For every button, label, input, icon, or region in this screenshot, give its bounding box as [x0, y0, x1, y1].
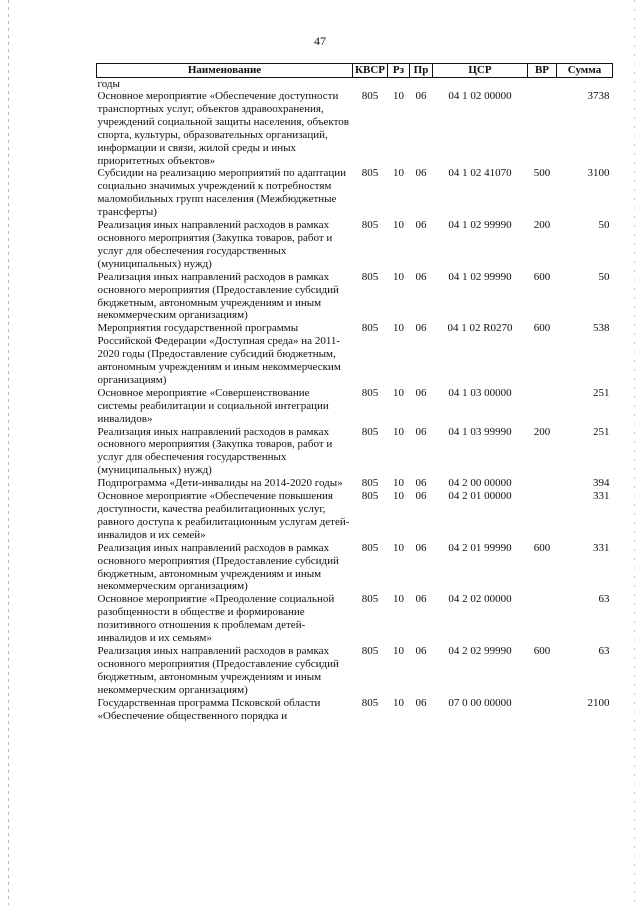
- row-kvsr: 805: [361, 644, 379, 657]
- row-sum: 63: [598, 644, 610, 657]
- row-csr: 04 1 02 99990: [448, 219, 512, 232]
- header-rz: Рз: [388, 64, 410, 78]
- row-name: Государственная программа Псковской области «Обеспечение общественного порядка и: [97, 696, 321, 722]
- row-kvsr: 805: [361, 490, 379, 503]
- row-csr: 04 2 01 00000: [448, 490, 512, 503]
- row-vr: [528, 477, 557, 490]
- header-pr: Пр: [410, 64, 433, 78]
- row-vr: 600: [533, 322, 551, 335]
- row-rz: 10: [393, 541, 404, 554]
- table-row: [97, 593, 613, 645]
- row-name: Реализация иных направлений расходов в рамках основного мероприятия (Предоставление субсидий бюджетным, автономным учреждениям и иным некоммерческим организациям): [97, 644, 339, 696]
- table-row: [97, 542, 613, 594]
- row-csr: 04 2 01 99990: [448, 541, 512, 554]
- row-kvsr: 805: [361, 167, 379, 180]
- table-header-row: [97, 64, 613, 78]
- row-csr: 07 0 00 00000: [448, 696, 512, 709]
- row-sum: 3738: [587, 90, 610, 102]
- row-csr: 04 1 03 99990: [448, 425, 512, 438]
- row-name: Подпрограмма «Дети-инвалиды на 2014-2020 годы»: [97, 477, 343, 490]
- row-name: Основное мероприятие «Обеспечение повышения доступности, качества реабилитационных услуг, равного доступа к реабилитационным услугам детей-инвалидов и их семей»: [97, 490, 350, 541]
- row-sum: 394: [593, 477, 610, 490]
- table-row: [97, 490, 613, 542]
- row-name: Основное мероприятие «Совершенствование системы реабилитации и социальной интеграции инвалидов»: [97, 386, 329, 425]
- row-vr: 600: [533, 541, 551, 554]
- row-pr: 06: [415, 696, 427, 709]
- table-row: [97, 271, 613, 323]
- row-kvsr: 805: [361, 477, 379, 490]
- row-sum: 331: [593, 541, 610, 554]
- row-csr: 04 1 03 00000: [448, 386, 512, 399]
- row-rz: 10: [393, 425, 404, 438]
- scan-edge-left: [8, 0, 9, 905]
- row-name: Реализация иных направлений расходов в рамках основного мероприятия (Предоставление субсидий бюджетным, автономным учреждениям и иным некоммерческим организациям): [97, 541, 339, 593]
- scan-edge-right: [634, 0, 635, 905]
- header-sum: Сумма: [557, 64, 613, 78]
- row-pr: 06: [415, 322, 427, 335]
- row-rz: 10: [393, 270, 404, 283]
- row-rz: 10: [393, 90, 404, 102]
- row-csr: 04 2 00 00000: [448, 477, 512, 490]
- row-pr: 06: [415, 541, 427, 554]
- row-kvsr: 805: [361, 425, 379, 438]
- header-name: Наименование: [97, 64, 353, 78]
- table-row: [97, 645, 613, 697]
- row-vr: [528, 593, 557, 645]
- row-vr: [528, 490, 557, 542]
- row-pr: 06: [415, 270, 427, 283]
- row-kvsr: 805: [361, 696, 379, 709]
- row-kvsr: 805: [361, 219, 379, 232]
- row-vr: 500: [533, 167, 551, 180]
- row-sum: 3100: [587, 167, 610, 180]
- row-vr: 200: [533, 425, 551, 438]
- row-name: Основное мероприятие «Обеспечение доступности транспортных услуг, объектов здравоохранения, учреждений социальной защиты населения, объектов спорта, культуры, образовательных организаций, информации и связи, жилой среды и иных приоритетных объектов»: [97, 90, 349, 167]
- row-rz: 10: [393, 644, 404, 657]
- row-vr: [528, 90, 557, 167]
- row-csr: 04 2 02 00000: [448, 593, 512, 606]
- continuation-text: годы: [97, 78, 120, 90]
- table-row: [97, 167, 613, 219]
- row-csr: 04 1 02 41070: [448, 167, 512, 180]
- row-pr: 06: [415, 477, 427, 490]
- budget-table: [96, 63, 613, 722]
- row-pr: 06: [415, 593, 427, 606]
- table-row: [97, 697, 613, 723]
- row-pr: 06: [415, 219, 427, 232]
- row-sum: 538: [593, 322, 610, 335]
- table-row: [97, 90, 613, 167]
- row-name: Основное мероприятие «Преодоление социальной разобщенности в обществе и формирование позитивного отношения к проблемам детей-инвалидов и их семьям»: [97, 593, 335, 645]
- row-vr: [528, 387, 557, 426]
- row-pr: 06: [415, 90, 427, 102]
- row-pr: 06: [415, 167, 427, 180]
- continuation-row: [97, 78, 613, 91]
- row-kvsr: 805: [361, 386, 379, 399]
- row-name: Реализация иных направлений расходов в рамках основного мероприятия (Закупка товаров, работ и услуг для обеспечения государственных (муниципальных) нужд): [97, 425, 333, 477]
- row-csr: 04 2 02 99990: [448, 644, 512, 657]
- header-kvsr: КВСР: [353, 64, 388, 78]
- row-kvsr: 805: [361, 322, 379, 335]
- row-csr: 04 1 02 00000: [448, 90, 512, 102]
- row-sum: 331: [593, 490, 610, 503]
- table-row: [97, 426, 613, 478]
- table-row: [97, 322, 613, 387]
- row-csr: 04 1 02 99990: [448, 270, 512, 283]
- row-name: Субсидии на реализацию мероприятий по адаптации социально значимых учреждений к потребностям маломобильных групп населения (Межбюджетные трансферты): [97, 167, 346, 219]
- row-rz: 10: [393, 219, 404, 232]
- table-row: [97, 219, 613, 271]
- row-kvsr: 805: [361, 90, 379, 102]
- row-name: Реализация иных направлений расходов в рамках основного мероприятия (Предоставление субсидий бюджетным, автономным учреждениям и иным некоммерческим организациям): [97, 270, 339, 322]
- row-name: Мероприятия государственной программы Российской Федерации «Доступная среда» на 2011-2020 годы (Предоставление субсидий бюджетным, автономным учреждениям и иным некоммерческим организациям): [97, 322, 341, 386]
- row-sum: 251: [593, 425, 610, 438]
- header-csr: ЦСР: [433, 64, 528, 78]
- row-name: Реализация иных направлений расходов в рамках основного мероприятия (Закупка товаров, работ и услуг для обеспечения государственных (муниципальных) нужд): [97, 219, 333, 270]
- row-rz: 10: [393, 167, 404, 180]
- table-row: [97, 477, 613, 490]
- row-rz: 10: [393, 322, 404, 335]
- row-pr: 06: [415, 644, 427, 657]
- row-kvsr: 805: [361, 593, 379, 606]
- table-row: [97, 387, 613, 426]
- row-sum: 2100: [587, 696, 610, 709]
- row-sum: 63: [598, 593, 610, 606]
- row-sum: 251: [593, 386, 610, 399]
- row-csr: 04 1 02 R0270: [447, 322, 513, 335]
- row-pr: 06: [415, 386, 427, 399]
- row-rz: 10: [393, 593, 404, 606]
- row-vr: 200: [533, 219, 551, 232]
- header-vr: ВР: [528, 64, 557, 78]
- row-kvsr: 805: [361, 270, 379, 283]
- row-kvsr: 805: [361, 541, 379, 554]
- row-pr: 06: [415, 490, 427, 503]
- row-rz: 10: [393, 386, 404, 399]
- row-rz: 10: [393, 477, 404, 490]
- row-vr: 600: [533, 270, 551, 283]
- row-vr: 600: [533, 644, 551, 657]
- page-number: 47: [314, 34, 326, 48]
- row-sum: 50: [598, 219, 610, 232]
- row-vr: [528, 697, 557, 723]
- row-sum: 50: [598, 270, 610, 283]
- row-pr: 06: [415, 425, 427, 438]
- row-rz: 10: [393, 490, 404, 503]
- row-rz: 10: [393, 696, 404, 709]
